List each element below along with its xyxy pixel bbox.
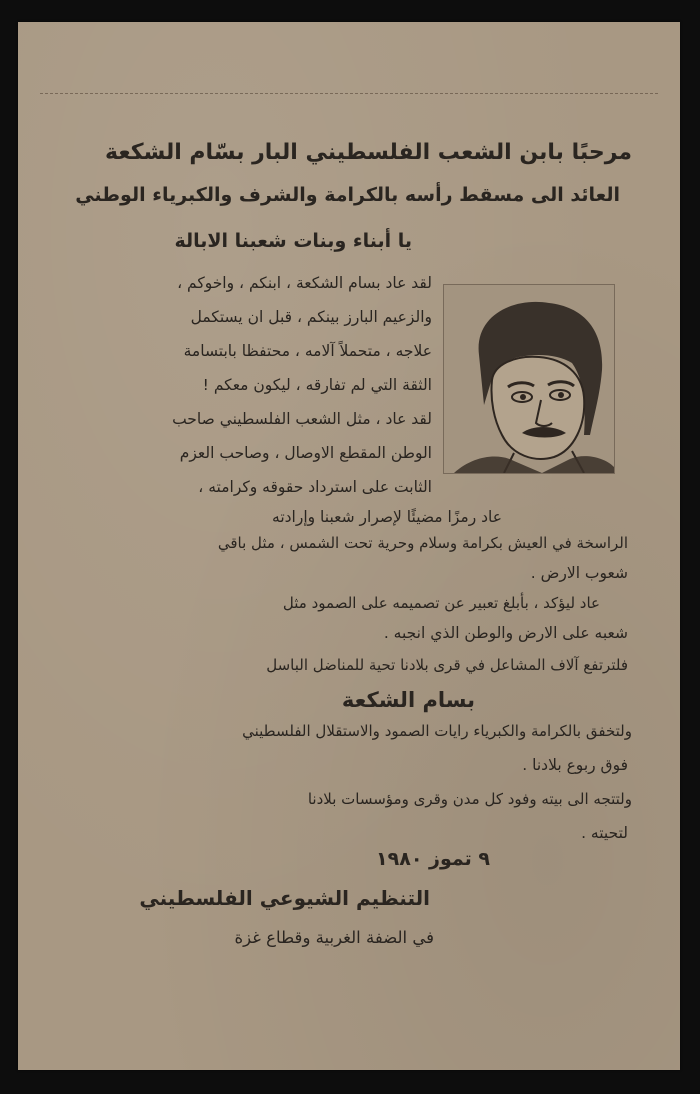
salutation: يا أبناء وبنات شعبنا الابالة — [174, 230, 412, 252]
paragraph-4-line-1: فلترتفع آلاف المشاعل في قرى بلادنا تحية للمناضل الباسل — [266, 656, 628, 674]
paragraph-1-line-5: لقد عاد ، مثل الشعب الفلسطيني صاحب — [172, 410, 432, 428]
paragraph-2-line-3: شعوب الارض . — [530, 564, 628, 582]
paragraph-1-line-1: لقد عاد بسام الشكعة ، ابنكم ، واخوكم ، — [177, 274, 432, 292]
leaflet-page — [18, 22, 680, 1070]
honoree-name: بسام الشكعة — [341, 688, 475, 712]
paragraph-1-line-4: الثقة التي لم تفارقه ، ليكون معكم ! — [202, 376, 432, 394]
signature-region: في الضفة الغربية وقطاع غزة — [234, 928, 434, 947]
paragraph-1-line-2: والزعيم البارز بينكم ، قبل ان يستكمل — [190, 308, 432, 326]
paragraph-6-line-1: ولتتجه الى بيته وفود كل مدن وقرى ومؤسسات بلادنا — [307, 790, 632, 808]
paragraph-5-line-1: ولتخفق بالكرامة والكبرياء رايات الصمود والاستقلال الفلسطيني — [242, 722, 632, 740]
paragraph-1-line-6: الوطن المقطع الاوصال ، وصاحب العزم — [179, 444, 432, 462]
paragraph-3-line-1: عاد ليؤكد ، بأبلغ تعبير عن تصميمه على الصمود مثل — [282, 594, 600, 612]
paragraph-1-line-7: الثابت على استرداد حقوقه وكرامته ، — [198, 478, 432, 496]
paragraph-2-line-1: عاد رمزًا مضيئًا لإصرار شعبنا وإرادته — [272, 508, 502, 526]
headline-line-1: مرحبًا بابن الشعب الفلسطيني البار بسّام الشكعة — [105, 140, 632, 165]
headline-line-2: العائد الى مسقط رأسه بالكرامة والشرف والكبرياء الوطني — [75, 184, 620, 206]
paragraph-1-line-3: علاجه ، متحملاً آلامه ، محتفظا بابتسامة — [183, 342, 432, 360]
signature-organization: التنظيم الشيوعي الفلسطيني — [139, 886, 430, 910]
paragraph-5-line-2: فوق ربوع بلادنا . — [522, 756, 628, 774]
fold-line — [40, 93, 658, 94]
paragraph-2-line-2: الراسخة في العيش بكرامة وسلام وحرية تحت الشمس ، مثل باقي — [217, 534, 628, 552]
portrait-image — [443, 284, 615, 474]
paragraph-6-line-2: لتحيته . — [581, 824, 628, 842]
date: ٩ تموز ١٩٨٠ — [376, 848, 490, 870]
paragraph-3-line-2: شعبه على الارض والوطن الذي انجبه . — [383, 624, 628, 642]
